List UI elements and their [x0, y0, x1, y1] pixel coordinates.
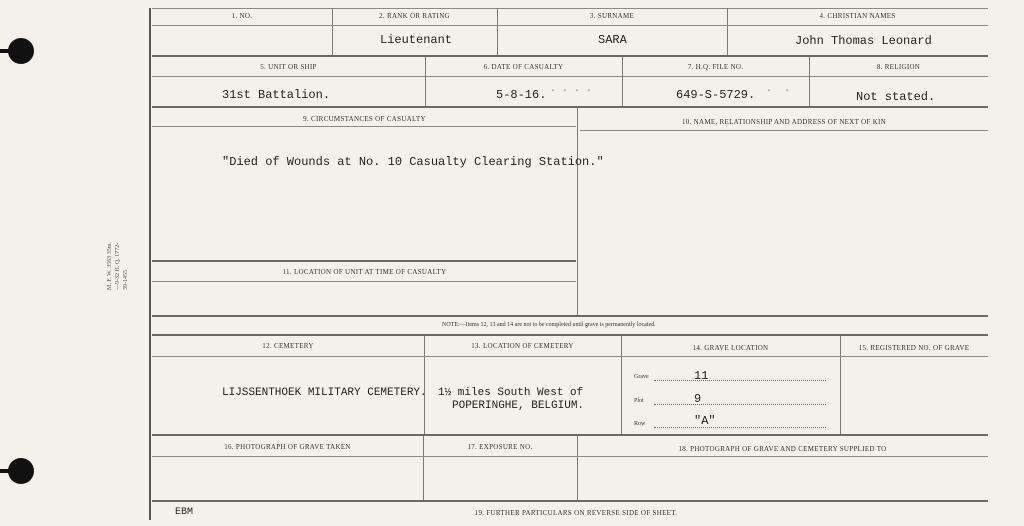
- label-no: 1. NO.: [231, 12, 253, 20]
- value-row: "A": [694, 414, 716, 428]
- label-surname: 3. SURNAME: [589, 12, 635, 20]
- value-location-line2: POPERINGHE, BELGIUM.: [452, 400, 585, 412]
- label-registered-no: 15. REGISTERED NO. OF GRAVE: [858, 344, 970, 352]
- binder-hole-bottom: [8, 458, 34, 484]
- label-circumstances: 9. CIRCUMSTANCES OF CASUALTY: [303, 115, 426, 123]
- note-text: NOTE:—Items 12, 13 and 14 are not to be completed until grave is permanently located.: [442, 322, 656, 328]
- label-photograph-supplied: 18. PHOTOGRAPH OF GRAVE AND CEMETERY SUPPLIED TO: [678, 445, 887, 453]
- value-religion: Not stated.: [856, 90, 936, 104]
- value-hq-file: 649-S-5729.: [676, 88, 756, 102]
- label-date-casualty: 6. DATE OF CASUALTY: [483, 63, 564, 71]
- label-plot: Plot: [634, 398, 644, 404]
- label-row: Row: [634, 421, 646, 427]
- label-photograph-taken: 16. PHOTOGRAPH OF GRAVE TAKEN: [224, 443, 351, 451]
- initials: EBM: [175, 507, 194, 518]
- label-rank: 2. RANK OR RATING: [379, 12, 450, 20]
- label-hq-file: 7. H.Q. FILE NO.: [687, 63, 744, 71]
- value-plot: 9: [694, 392, 702, 406]
- value-cemetery: LIJSSENTHOEK MILITARY CEMETERY.: [222, 387, 427, 399]
- label-grave: Grave: [634, 374, 649, 380]
- casualty-card: M. F. W. 3563 35m.—9-32 H. Q. 1772-39-1455 1. NO. 2. RANK OR RATING 3. SURNAME 4. CHRISTIAN NAMES Lieutenant SARA John Thomas Leonard 5. UNIT OR SHIP 6. DATE OF CASUALTY 7. H.Q. FILE NO. 8. RELIGION 31st Battalion. 5-8-16. · · · · 649-S-5729. · · Not stated. 9. CIRCUMSTANCES OF CASUALTY 10. NAME, RELATIONSHIP AND ADDRESS OF NEXT OF KIN "Died of Wounds at No. 10 Casualty Clearing Station." 11. LOCATION OF UNIT AT TIME OF CASUALTY NOTE:—Items 12, 13 and 14 are not to be completed until grave is permanently located. 12. CEMETERY 13. LOCATION OF CEMETERY 14. GRAVE LOCATION 15. REGISTERED NO. OF GRAVE LIJSSENTHOEK MILITARY CEMETERY. 1½ miles South West of POPERINGHE, BELGIUM. Grave 11 Plot 9 Row "A" 16. PHOTOGRAPH OF GRAVE TAKEN 17. EXPOSURE NO. 18. PHOTOGRAPH OF GRAVE AND CEMETERY SUPPLIED TO EBM 19. FURTHER PARTICULARS ON REVERSE SIDE OF SHEET.: [0, 0, 1024, 526]
- label-location-cemetery: 13. LOCATION OF CEMETERY: [471, 342, 574, 350]
- value-christian-names: John Thomas Leonard: [795, 34, 932, 48]
- label-unit: 5. UNIT OR SHIP: [260, 63, 317, 71]
- label-christian-names: 4. CHRISTIAN NAMES: [819, 12, 896, 20]
- value-rank: Lieutenant: [380, 33, 453, 47]
- label-location-unit: 11. LOCATION OF UNIT AT TIME OF CASUALTY: [282, 268, 447, 276]
- value-surname: SARA: [598, 33, 627, 47]
- value-date-casualty: 5-8-16.: [496, 88, 547, 102]
- label-exposure-no: 17. EXPOSURE NO.: [467, 443, 533, 451]
- label-religion: 8. RELIGION: [876, 63, 921, 71]
- value-unit: 31st Battalion.: [222, 88, 331, 102]
- label-cemetery: 12. CEMETERY: [262, 342, 314, 350]
- margin-line: [149, 8, 151, 520]
- label-grave-location: 14. GRAVE LOCATION: [692, 344, 769, 352]
- value-circumstances: "Died of Wounds at No. 10 Casualty Clearing Station.": [222, 155, 604, 169]
- binder-hole-top: [8, 38, 34, 64]
- value-location-line1: 1½ miles South West of: [438, 387, 584, 399]
- value-grave: 11: [694, 369, 709, 383]
- form-code: M. F. W. 3563 35m.—9-32 H. Q. 1772-39-1455: [107, 242, 129, 290]
- label-further: 19. FURTHER PARTICULARS ON REVERSE SIDE OF SHEET.: [474, 509, 678, 517]
- label-next-of-kin: 10. NAME, RELATIONSHIP AND ADDRESS OF NEXT OF KIN: [681, 118, 887, 126]
